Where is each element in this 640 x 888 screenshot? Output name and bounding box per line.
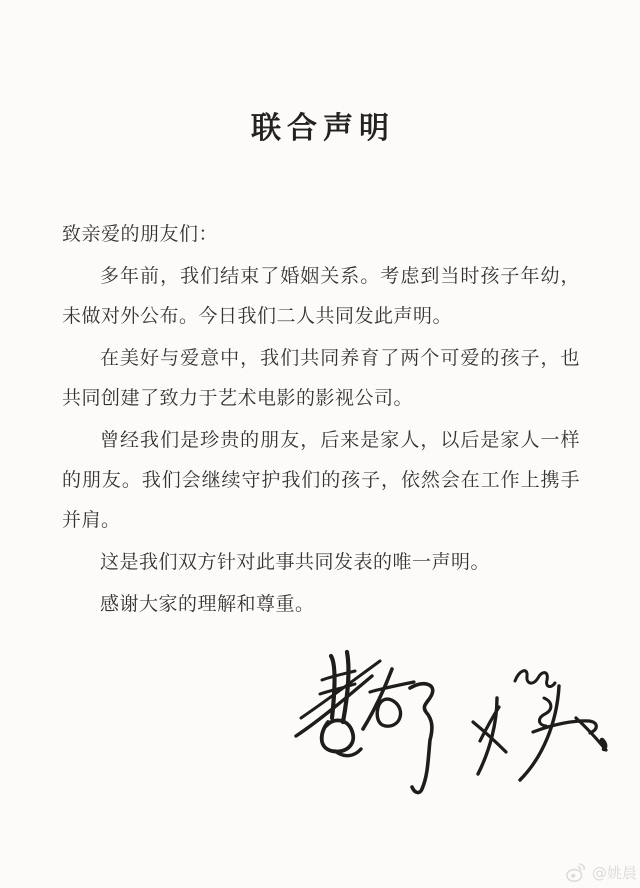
statement-paragraph-2: 在美好与爱意中，我们共同养育了两个可爱的孩子，也共同创建了致力于艺术电影的影视公司。 <box>62 347 580 409</box>
salutation: 致亲爱的朋友们： <box>62 223 219 245</box>
document-body <box>62 214 580 624</box>
statement-paragraph-5: 感谢大家的理解和尊重。 <box>100 593 315 615</box>
weibo-logo-icon <box>565 863 589 883</box>
signature-yao-chen <box>473 671 606 780</box>
watermark-text: @姚晨 <box>591 864 637 882</box>
statement-paragraph-1: 多年前，我们结束了婚姻关系。考虑到当时孩子年幼，未做对外公布。今日我们二人共同发此声明。 <box>62 265 580 327</box>
weibo-watermark <box>565 862 637 883</box>
handwritten-signatures <box>282 628 622 810</box>
document-title: 联合声明 <box>251 111 395 146</box>
statement-paragraph-4: 这是我们双方针对此事共同发表的唯一声明。 <box>100 551 491 573</box>
signature-cao-yu <box>296 652 433 793</box>
statement-paragraph-3: 曾经我们是珍贵的朋友，后来是家人，以后是家人一样的朋友。我们会继续守护我们的孩子，依然会在工作上携手并肩。 <box>62 429 580 531</box>
